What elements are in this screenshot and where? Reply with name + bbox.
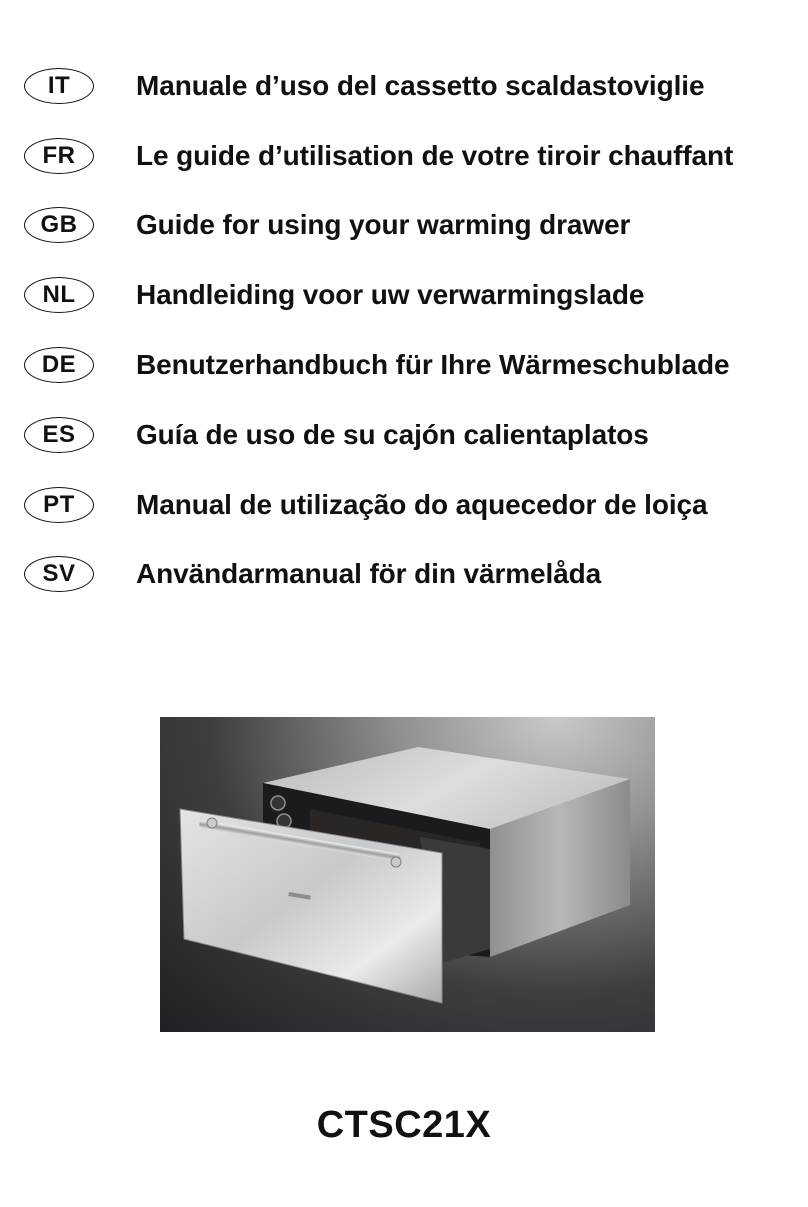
- language-row-de: [0, 347, 808, 387]
- handle-mount: [391, 857, 401, 867]
- language-row-sv: [0, 556, 808, 596]
- manual-title: Guía de uso de su cajón calientaplatos: [136, 419, 649, 450]
- language-code-badge: NL: [24, 277, 94, 313]
- language-code-badge: GB: [24, 207, 94, 243]
- language-row-fr: [0, 138, 808, 178]
- manual-title: Handleiding voor uw verwarmingslade: [136, 279, 645, 310]
- handle-mount: [207, 818, 217, 828]
- manual-title: Användarmanual för din värmelåda: [136, 558, 602, 589]
- product-photo: [160, 717, 655, 1032]
- language-code-badge: ES: [24, 417, 94, 453]
- manual-title: Guide for using your warming drawer: [136, 209, 631, 240]
- language-row-pt: [0, 487, 808, 527]
- language-code-badge: DE: [24, 347, 94, 383]
- warming-drawer-illustration: [160, 717, 655, 1032]
- language-row-es: [0, 417, 808, 457]
- language-code-badge: FR: [24, 138, 94, 174]
- model-number: CTSC21X: [316, 1104, 492, 1146]
- language-code-badge: IT: [24, 68, 94, 104]
- manual-title: Manual de utilização do aquecedor de loiça: [136, 489, 708, 520]
- manual-title: Le guide d’utilisation de votre tiroir chauffant: [136, 140, 734, 171]
- manual-title: Manuale d’uso del cassetto scaldastoviglie: [136, 70, 705, 101]
- language-row-nl: [0, 277, 808, 317]
- language-row-it: [0, 68, 808, 108]
- language-code-badge: SV: [24, 556, 94, 592]
- manual-title: Benutzerhandbuch für Ihre Wärmeschublade: [136, 349, 730, 380]
- language-code-badge: PT: [24, 487, 94, 523]
- language-row-gb: [0, 207, 808, 247]
- vent-icon: [271, 796, 285, 810]
